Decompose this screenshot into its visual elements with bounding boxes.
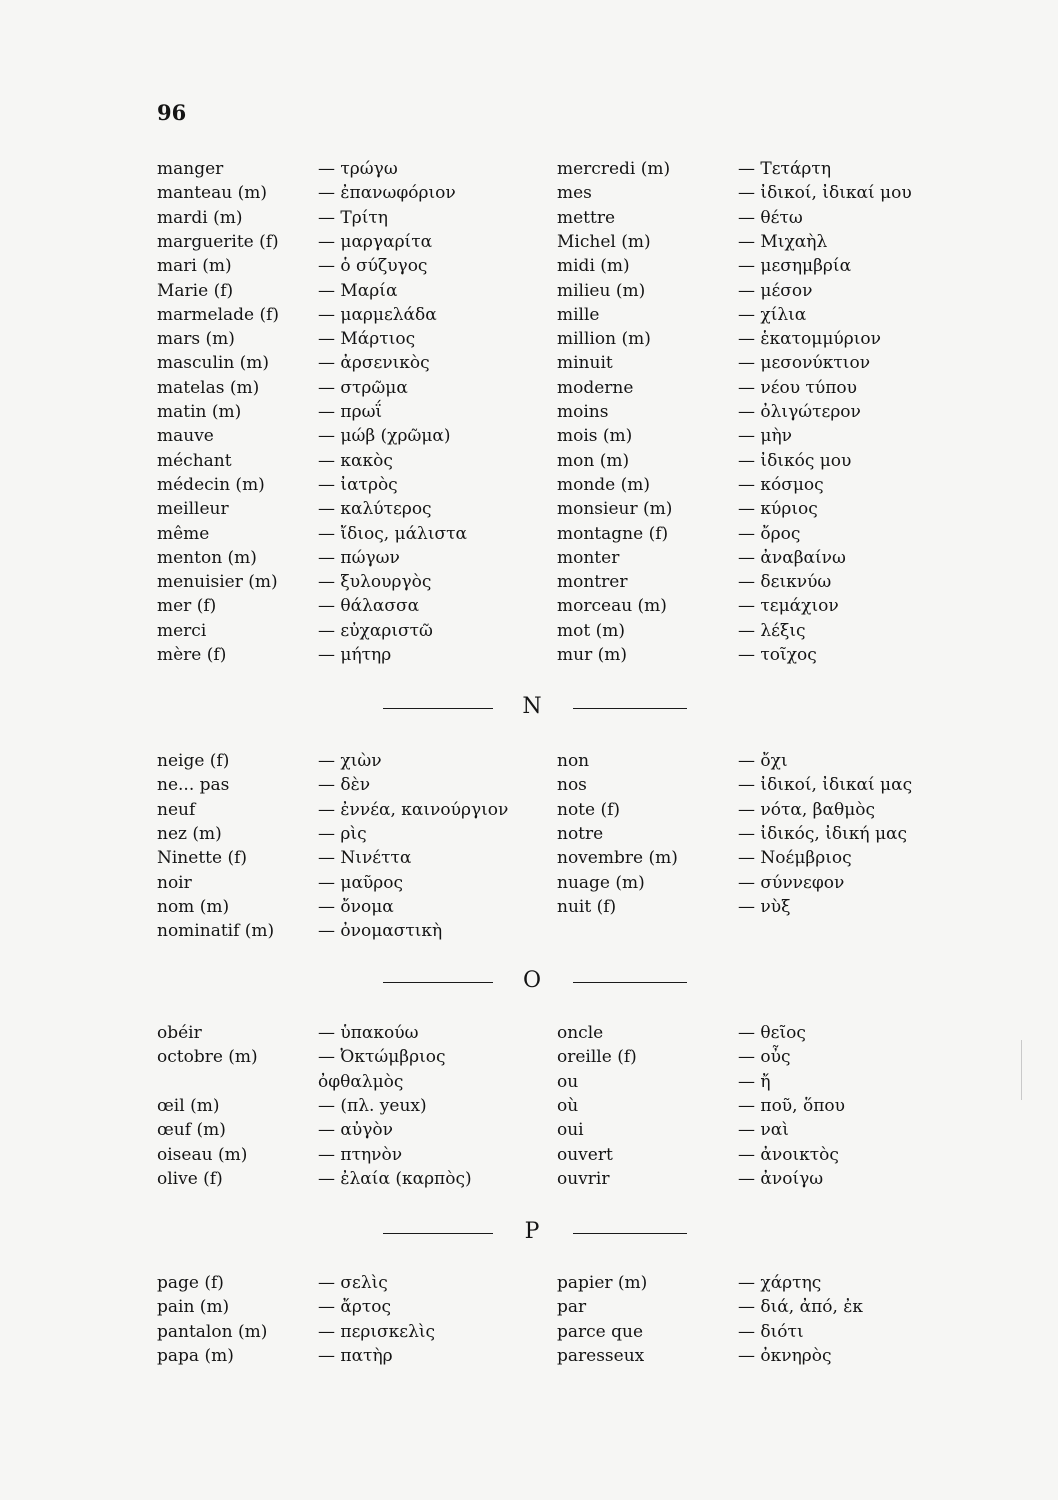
greek-translation: — ἰδικός μου [738, 451, 852, 471]
greek-translation: — πατὴρ [318, 1346, 393, 1366]
greek-translation: — καλύτερος [318, 499, 432, 519]
greek-translation: — θάλασσα [318, 596, 420, 616]
greek-translation: — μώβ (χρῶμα) [318, 426, 451, 446]
french-term: œil (m) [157, 1096, 220, 1116]
french-term: neuf [157, 800, 196, 820]
french-term: notre [557, 824, 604, 844]
greek-translation: — ναὶ [738, 1120, 789, 1140]
greek-translation: — Νινέττα [318, 848, 412, 868]
separator-rule-left [383, 982, 493, 983]
french-term: ou [557, 1072, 579, 1092]
separator-rule-left [383, 708, 493, 709]
greek-translation: — ρὶς [318, 824, 367, 844]
french-term: minuit [557, 353, 613, 373]
greek-translation: — δεικνύω [738, 572, 832, 592]
french-term: ouvrir [557, 1169, 610, 1189]
french-term: matin (m) [157, 402, 242, 422]
french-term: noir [157, 873, 192, 893]
french-term: mon (m) [557, 451, 630, 471]
french-term: marguerite (f) [157, 232, 279, 252]
french-term: mari (m) [157, 256, 232, 276]
greek-translation: — περισκελὶς [318, 1322, 436, 1342]
greek-translation: — ἀναβαίνω [738, 548, 846, 568]
greek-translation: — ἴδιος, μάλιστα [318, 524, 467, 544]
french-term: mille [557, 305, 600, 325]
letter-separator [0, 962, 1058, 1002]
greek-translation: — ἤ [738, 1072, 771, 1092]
french-term: mur (m) [557, 645, 627, 665]
french-term: nominatif (m) [157, 921, 275, 941]
greek-translation: — τρώγω [318, 159, 398, 179]
french-term: papa (m) [157, 1346, 234, 1366]
french-term: où [557, 1096, 579, 1116]
french-term: ouvert [557, 1145, 613, 1165]
french-term: Michel (m) [557, 232, 651, 252]
greek-translation: — μέσον [738, 281, 813, 301]
greek-translation: — θέτω [738, 208, 803, 228]
french-term: page (f) [157, 1273, 224, 1293]
french-term: paresseux [557, 1346, 645, 1366]
french-term: monter [557, 548, 620, 568]
greek-translation: — ἑκατομμύριον [738, 329, 881, 349]
french-term: milieu (m) [557, 281, 646, 301]
french-term: moderne [557, 378, 634, 398]
greek-translation: — πρωΐ [318, 402, 383, 422]
greek-translation: — Μαρία [318, 281, 398, 301]
greek-translation: — μεσημβρία [738, 256, 852, 276]
greek-translation: — λέξις [738, 621, 806, 641]
greek-translation: — θεῖος [738, 1023, 806, 1043]
french-term: Marie (f) [157, 281, 234, 301]
greek-translation: — σελὶς [318, 1273, 388, 1293]
french-term: non [557, 751, 590, 771]
french-term: oreille (f) [557, 1047, 637, 1067]
page-number: 96 [157, 100, 187, 125]
french-term: neige (f) [157, 751, 230, 771]
separator-rule-right [573, 1233, 687, 1234]
section-letter: O [522, 968, 542, 993]
greek-translation: — χιὼν [318, 751, 382, 771]
letter-separator [0, 688, 1058, 728]
french-term: mauve [157, 426, 214, 446]
greek-translation: — ὑπακούω [318, 1023, 419, 1043]
french-term: pain (m) [157, 1297, 230, 1317]
greek-translation: — ἀνοίγω [738, 1169, 824, 1189]
french-term: oiseau (m) [157, 1145, 248, 1165]
french-term: octobre (m) [157, 1047, 258, 1067]
french-term: oncle [557, 1023, 604, 1043]
greek-translation: — ἐννέα, καινούργιον [318, 800, 509, 820]
greek-translation: — ἀρσενικὸς [318, 353, 430, 373]
greek-translation: — (πλ. yeux) [318, 1096, 427, 1116]
greek-translation: — ὄρος [738, 524, 801, 544]
greek-translation: — νέου τύπου [738, 378, 857, 398]
greek-translation: — ὀλιγώτερον [738, 402, 861, 422]
french-term: œuf (m) [157, 1120, 226, 1140]
greek-translation: — ἐλαία (καρπὸς) [318, 1169, 472, 1189]
separator-rule-right [573, 708, 687, 709]
greek-translation: — κύριος [738, 499, 818, 519]
french-term: mars (m) [157, 329, 235, 349]
greek-translation: — δὲν [318, 775, 371, 795]
french-term: par [557, 1297, 587, 1317]
greek-translation: — μεσονύκτιον [738, 353, 871, 373]
greek-translation: — ὀκνηρὸς [738, 1346, 832, 1366]
greek-translation: — ἰδικός, ἰδική μας [738, 824, 907, 844]
french-term: mettre [557, 208, 616, 228]
greek-translation: — ὄνομα [318, 897, 394, 917]
greek-translation: — ἰατρὸς [318, 475, 398, 495]
greek-translation: — κακὸς [318, 451, 393, 471]
greek-translation: — ποῦ, ὅπου [738, 1096, 845, 1116]
french-term: nuage (m) [557, 873, 645, 893]
greek-translation: — κόσμος [738, 475, 824, 495]
french-term: oui [557, 1120, 584, 1140]
greek-translation: — διότι [738, 1322, 804, 1342]
greek-translation: — Ὀκτώμβριος [318, 1047, 446, 1067]
french-term: menuisier (m) [157, 572, 278, 592]
french-term: montagne (f) [557, 524, 669, 544]
french-term: parce que [557, 1322, 644, 1342]
french-term: nom (m) [157, 897, 230, 917]
greek-translation: ὀφθαλμὸς [318, 1072, 404, 1092]
greek-translation: — μὴν [738, 426, 792, 446]
greek-translation: — στρῶμα [318, 378, 408, 398]
french-term: masculin (m) [157, 353, 270, 373]
greek-translation: — νὺξ [738, 897, 791, 917]
french-term: midi (m) [557, 256, 630, 276]
greek-translation: — μαρμελάδα [318, 305, 437, 325]
french-term: mes [557, 183, 592, 203]
greek-translation: — πτηνὸν [318, 1145, 403, 1165]
greek-translation: — εὐχαριστῶ [318, 621, 433, 641]
greek-translation: — μήτηρ [318, 645, 392, 665]
french-term: meilleur [157, 499, 229, 519]
greek-translation: — Νοέμβριος [738, 848, 852, 868]
french-term: ne... pas [157, 775, 230, 795]
french-term: olive (f) [157, 1169, 223, 1189]
separator-rule-left [383, 1233, 493, 1234]
french-term: pantalon (m) [157, 1322, 268, 1342]
french-term: manger [157, 159, 224, 179]
french-term: papier (m) [557, 1273, 648, 1293]
french-term: monsieur (m) [557, 499, 673, 519]
greek-translation: — σύννεφον [738, 873, 845, 893]
letter-separator [0, 1213, 1058, 1253]
greek-translation: — ὁ σύζυγος [318, 256, 428, 276]
french-term: menton (m) [157, 548, 257, 568]
french-term: matelas (m) [157, 378, 260, 398]
greek-translation: — πώγων [318, 548, 400, 568]
french-term: méchant [157, 451, 232, 471]
greek-translation: — ὄχι [738, 751, 788, 771]
french-term: novembre (m) [557, 848, 678, 868]
greek-translation: — ἰδικοί, ἰδικαί μας [738, 775, 913, 795]
french-term: monde (m) [557, 475, 651, 495]
greek-translation: — τεμάχιον [738, 596, 839, 616]
greek-translation: — χίλια [738, 305, 807, 325]
french-term: note (f) [557, 800, 621, 820]
greek-translation: — Τετάρτη [738, 159, 832, 179]
margin-mark [1021, 1040, 1022, 1100]
french-term: mot (m) [557, 621, 625, 641]
greek-translation: — Μιχαὴλ [738, 232, 828, 252]
french-term: nos [557, 775, 587, 795]
french-term: morceau (m) [557, 596, 667, 616]
french-term: mercredi (m) [557, 159, 671, 179]
greek-translation: — Τρίτη [318, 208, 388, 228]
greek-translation: — μαῦρος [318, 873, 404, 893]
greek-translation: — ἀνοικτὸς [738, 1145, 839, 1165]
section-letter: N [522, 694, 542, 719]
french-term: Ninette (f) [157, 848, 248, 868]
french-term: mère (f) [157, 645, 227, 665]
french-term: million (m) [557, 329, 651, 349]
french-term: montrer [557, 572, 628, 592]
french-term: mer (f) [157, 596, 217, 616]
greek-translation: — ἐπανωφόριον [318, 183, 456, 203]
french-term: marmelade (f) [157, 305, 280, 325]
greek-translation: — Μάρτιος [318, 329, 416, 349]
section-letter: P [524, 1219, 540, 1244]
greek-translation: — μαργαρίτα [318, 232, 433, 252]
greek-translation: — τοῖχος [738, 645, 817, 665]
greek-translation: — ἰδικοί, ἰδικαί μου [738, 183, 912, 203]
separator-rule-right [573, 982, 687, 983]
french-term: mardi (m) [157, 208, 243, 228]
greek-translation: — ξυλουργὸς [318, 572, 432, 592]
french-term: même [157, 524, 210, 544]
french-term: mois (m) [557, 426, 633, 446]
french-term: merci [157, 621, 207, 641]
greek-translation: — διά, ἀπό, ἐκ [738, 1297, 864, 1317]
french-term: obéir [157, 1023, 202, 1043]
greek-translation: — οὖς [738, 1047, 791, 1067]
greek-translation: — ἄρτος [318, 1297, 392, 1317]
french-term: manteau (m) [157, 183, 267, 203]
greek-translation: — νότα, βαθμὸς [738, 800, 876, 820]
greek-translation: — χάρτης [738, 1273, 822, 1293]
greek-translation: — αὐγὸν [318, 1120, 393, 1140]
french-term: nuit (f) [557, 897, 617, 917]
french-term: moins [557, 402, 609, 422]
french-term: nez (m) [157, 824, 222, 844]
french-term: médecin (m) [157, 475, 265, 495]
greek-translation: — ὀνομαστικὴ [318, 921, 443, 941]
